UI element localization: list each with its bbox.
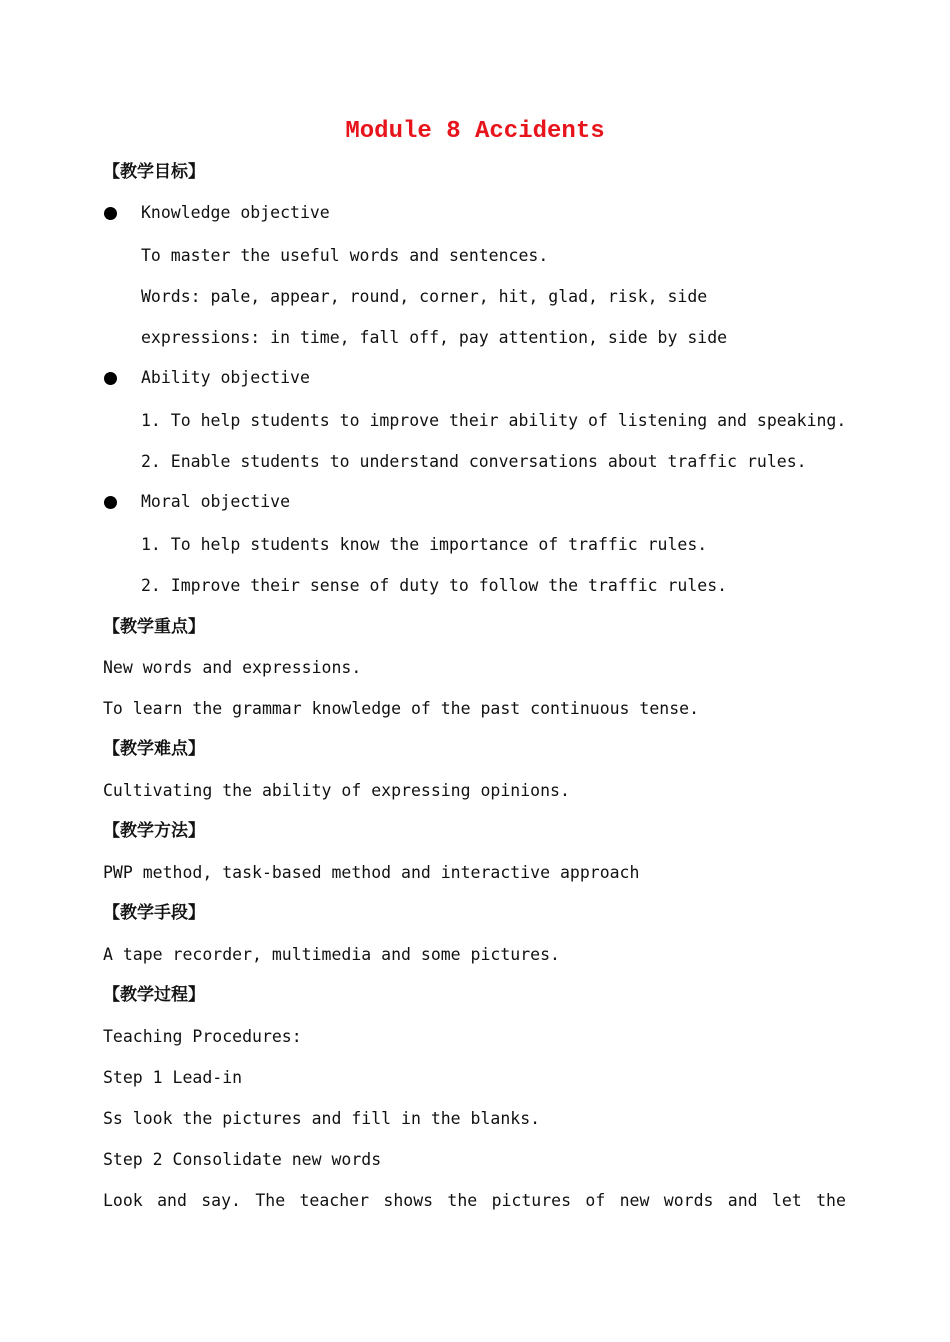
ability-line: 2. Enable students to understand conversations about traffic rules.	[141, 452, 807, 471]
aids-heading: 【教学手段】	[103, 903, 205, 923]
word: shows	[383, 1191, 434, 1210]
document-title: Module 8 Accidents	[345, 118, 605, 145]
word: pictures	[491, 1191, 572, 1210]
word: Look	[103, 1191, 143, 1210]
knowledge-line: To master the useful words and sentences.	[141, 246, 549, 265]
process-line: Step 1 Lead-in	[103, 1068, 243, 1087]
knowledge-objective-label: Knowledge objective	[141, 203, 330, 222]
process-justified-line	[103, 1191, 846, 1211]
word: teacher	[299, 1191, 370, 1210]
process-line: Ss look the pictures and fill in the blanks.	[103, 1109, 541, 1128]
aids-line: A tape recorder, multimedia and some pictures.	[103, 945, 560, 964]
word: words	[663, 1191, 714, 1210]
moral-line: 1. To help students know the importance of traffic rules.	[141, 535, 708, 554]
difficulties-line: Cultivating the ability of expressing opinions.	[103, 781, 570, 800]
ability-line: 1. To help students to improve their ability of listening and speaking.	[141, 411, 847, 430]
word: and	[157, 1191, 187, 1210]
word: the	[816, 1191, 846, 1210]
word: say.	[201, 1191, 241, 1210]
bullet-icon	[104, 207, 117, 220]
knowledge-line: Words: pale, appear, round, corner, hit, glad, risk, side	[141, 287, 708, 306]
process-line: Step 2 Consolidate new words	[103, 1150, 382, 1169]
key-point-line: New words and expressions.	[103, 658, 362, 677]
difficulties-heading: 【教学难点】	[103, 739, 205, 759]
knowledge-line: expressions: in time, fall off, pay attention, side by side	[141, 328, 728, 347]
word: new	[619, 1191, 650, 1210]
word: of	[585, 1191, 606, 1210]
word: let	[771, 1191, 802, 1210]
word: the	[447, 1191, 478, 1210]
key-points-heading: 【教学重点】	[103, 617, 205, 637]
moral-objective-label: Moral objective	[141, 492, 291, 511]
bullet-icon	[104, 372, 117, 385]
word: The	[255, 1191, 286, 1210]
process-line: Teaching Procedures:	[103, 1027, 302, 1046]
process-heading: 【教学过程】	[103, 985, 205, 1005]
key-point-line: To learn the grammar knowledge of the past continuous tense.	[103, 699, 700, 718]
methods-line: PWP method, task-based method and interactive approach	[103, 863, 640, 882]
word: and	[727, 1191, 758, 1210]
moral-line: 2. Improve their sense of duty to follow the traffic rules.	[141, 576, 728, 595]
ability-objective-label: Ability objective	[141, 368, 310, 387]
objectives-heading: 【教学目标】	[103, 162, 205, 182]
methods-heading: 【教学方法】	[103, 821, 205, 841]
bullet-icon	[104, 496, 117, 509]
